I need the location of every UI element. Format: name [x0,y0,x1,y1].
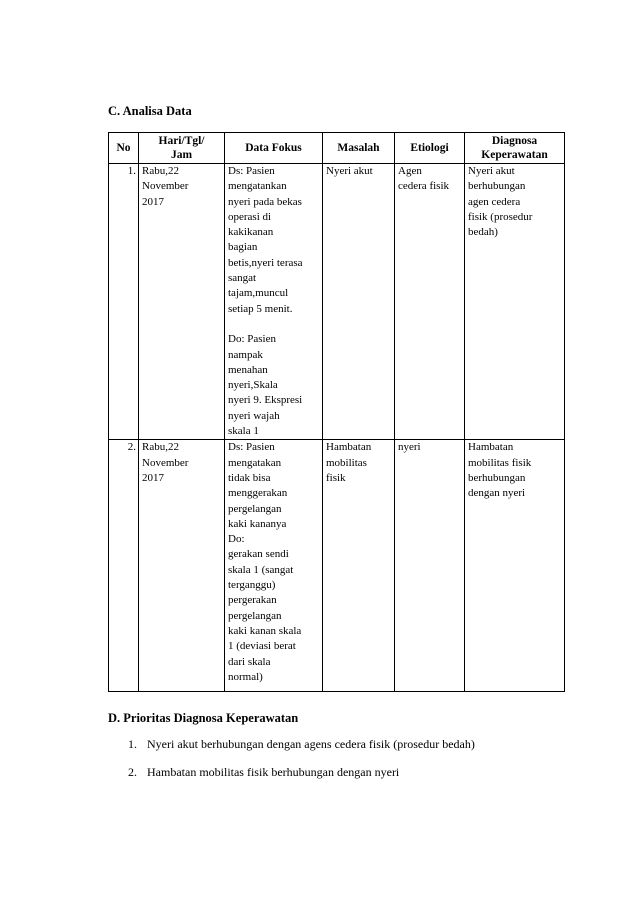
cell-masalah: Hambatan mobilitas fisik [323,440,395,692]
cell-hari: Rabu,22 November 2017 [139,164,225,440]
header-data-fokus: Data Fokus [225,133,323,164]
cell-etiologi: nyeri [395,440,465,692]
list-item-number: 2. [128,765,137,779]
table-header-row [109,133,565,164]
cell-data-fokus: Ds: Pasien mengatankan nyeri pada bekas operasi di kakikanan bagian betis,nyeri terasa sangat tajam,muncul setiap 5 menit. Do: Pasien nampak menahan nyeri,Skala nyeri 9. Ekspresi nyeri wajah skala 1 [225,164,323,440]
header-hari-tgl-jam: Hari/Tgl/ Jam [139,133,225,164]
cell-data-fokus: Ds: Pasien mengatakan tidak bisa menggerakan pergelangan kaki kananya Do: gerakan sendi skala 1 (sangat terganggu) pergerakan pergelangan kaki kanan skala 1 (deviasi berat dari skala normal) [225,440,323,692]
cell-diagnosa: Hambatan mobilitas fisik berhubungan dengan nyeri [465,440,565,692]
list-item-text: Hambatan mobilitas fisik berhubungan dengan nyeri [147,765,400,779]
section-d-title: D. Prioritas Diagnosa Keperawatan [108,711,299,725]
cell-no: 1. [109,164,139,440]
list-item [128,765,475,793]
table-row [109,164,565,440]
list-item-text: Nyeri akut berhubungan dengan agens cedera fisik (prosedur bedah) [147,737,475,751]
section-c-title: C. Analisa Data [108,104,192,118]
list-item [128,737,475,765]
header-etiologi: Etiologi [395,133,465,164]
cell-masalah: Nyeri akut [323,164,395,440]
analysis-table [108,132,565,692]
cell-hari: Rabu,22 November 2017 [139,440,225,692]
cell-diagnosa: Nyeri akut berhubungan agen cedera fisik (prosedur bedah) [465,164,565,440]
cell-etiologi: Agen cedera fisik [395,164,465,440]
table-row [109,440,565,692]
list-item-number: 1. [128,737,137,751]
cell-no: 2. [109,440,139,692]
header-diagnosa: Diagnosa Keperawatan [465,133,565,164]
header-masalah: Masalah [323,133,395,164]
header-no: No [109,133,139,164]
priority-list [128,737,475,793]
